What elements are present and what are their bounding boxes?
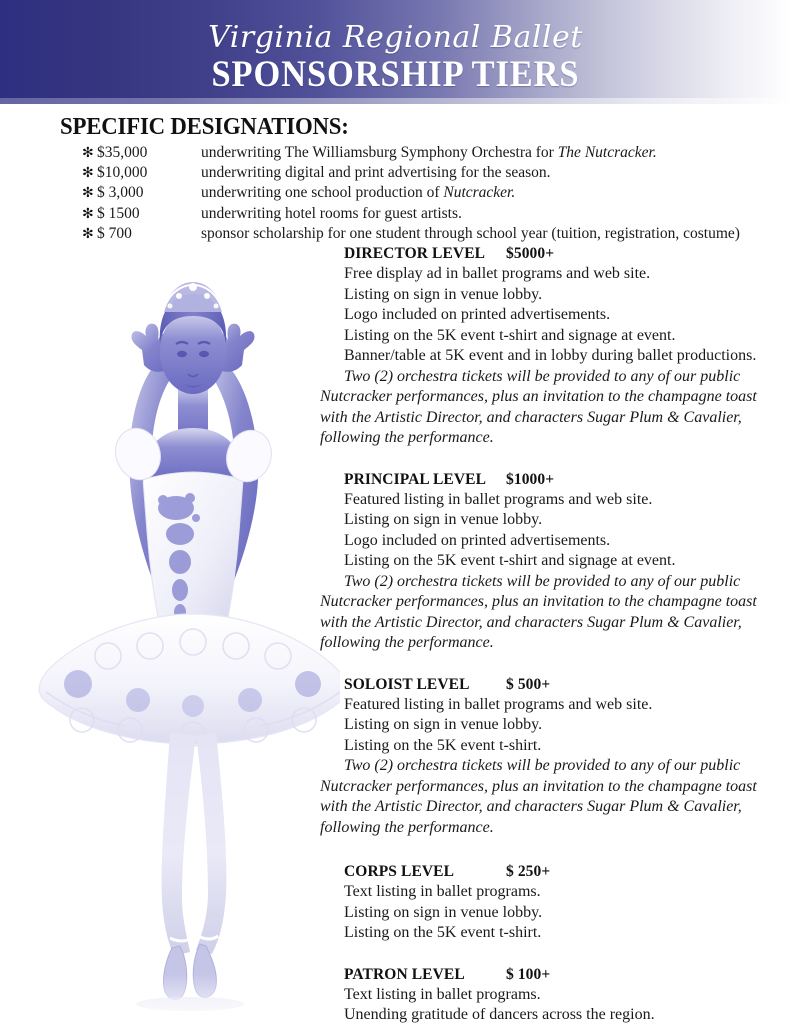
tier-name: CORPS LEVEL xyxy=(344,863,455,880)
designation-amount: $10,000 xyxy=(97,164,148,182)
designation-row xyxy=(82,143,760,163)
tier-benefit: Listing on the 5K event t-shirt. xyxy=(344,736,542,754)
snowflake-bullet-icon: ✻ xyxy=(82,206,94,222)
tier-spacer xyxy=(344,654,774,674)
ballerina-photo xyxy=(30,232,340,1024)
designation-description xyxy=(201,143,657,162)
designation-description xyxy=(201,163,551,182)
tier-benefit: Listing on sign in venue lobby. xyxy=(344,716,543,733)
tier-name: PRINCIPAL LEVEL xyxy=(344,470,487,488)
tier-price: $ 100+ xyxy=(506,965,551,983)
tier-spacer xyxy=(344,944,774,964)
designations-list xyxy=(60,143,760,244)
ballerina-left-leg xyxy=(162,732,196,956)
designation-amount: $ 1500 xyxy=(97,204,140,222)
tier-heading xyxy=(344,469,774,490)
designation-description-text: underwriting digital and print advertising for the season. xyxy=(201,164,551,182)
tier-benefit: Text listing in ballet programs. xyxy=(344,985,541,1003)
header-text-block xyxy=(0,0,791,95)
tier-block xyxy=(320,243,774,449)
tier-benefit: Listing on sign in venue lobby. xyxy=(344,511,543,528)
tier-name: SOLOIST LEVEL xyxy=(344,675,470,693)
designation-description xyxy=(201,204,462,223)
tier-heading xyxy=(344,243,774,264)
page-title: SPONSORSHIP TIERS xyxy=(211,54,580,95)
tier-benefit: Listing on the 5K event t-shirt and signage at event. xyxy=(344,326,676,344)
designation-description-title: The Nutcracker. xyxy=(557,144,657,161)
tier-price: $5000+ xyxy=(506,245,555,262)
tier-benefit: Text listing in ballet programs. xyxy=(344,883,541,900)
tier-heading xyxy=(344,964,774,985)
tier-benefit: Listing on sign in venue lobby. xyxy=(344,285,543,303)
tier-benefit: Featured listing in ballet programs and web site. xyxy=(344,490,653,508)
tier-spacer xyxy=(344,838,774,861)
tier-heading xyxy=(344,861,774,882)
snowflake-bullet-icon: ✻ xyxy=(82,146,94,161)
tier-note: Two (2) orchestra tickets will be provided to any of our public Nutcracker performances, plus an invitation to the champagne toast with the Artistic Director, and characters Sugar Plum & Cavalier, following the performance. xyxy=(320,572,757,651)
designation-description-title: Nutcracker. xyxy=(443,184,516,202)
brand-name: Virginia Regional Ballet xyxy=(208,20,583,55)
tier-block xyxy=(344,861,774,944)
tier-benefit: Listing on the 5K event t-shirt and signage at event. xyxy=(344,552,676,569)
designation-row xyxy=(82,163,760,183)
designation-amount: $35,000 xyxy=(97,144,148,161)
snowflake-bullet-icon: ✻ xyxy=(82,166,94,182)
image-bottom-fade xyxy=(30,974,340,1024)
designation-amount: $ 3,000 xyxy=(97,184,144,202)
designation-description-text: underwriting hotel rooms for guest artists. xyxy=(201,204,462,222)
tier-name: PATRON LEVEL xyxy=(344,965,465,983)
tier-price: $1000+ xyxy=(506,470,555,488)
tier-benefit: Banner/table at 5K event and in lobby during ballet productions. xyxy=(344,347,757,364)
ballerina-right-leg xyxy=(196,732,226,954)
designation-row xyxy=(82,204,760,224)
designation-description-text: sponsor scholarship for one student through school year (tuition, registration, costume) xyxy=(201,224,740,242)
tier-spacer xyxy=(344,449,774,469)
tier-price: $ 250+ xyxy=(506,863,551,880)
tier-block xyxy=(320,469,774,654)
designation-description-text: underwriting The Williamsburg Symphony Orchestra for xyxy=(201,144,558,161)
tier-benefit: Logo included on printed advertisements. xyxy=(344,306,611,323)
header-underline-rule xyxy=(0,98,791,104)
designation-row xyxy=(82,183,760,203)
tier-benefit: Featured listing in ballet programs and web site. xyxy=(344,695,653,713)
tier-price: $ 500+ xyxy=(506,675,551,693)
section-heading: SPECIFIC DESIGNATIONS: xyxy=(60,114,349,140)
ballerina-tiara xyxy=(163,282,223,312)
designation-description xyxy=(201,183,515,202)
designation-amount: $ 700 xyxy=(97,224,132,242)
tier-block xyxy=(320,674,774,839)
tier-block xyxy=(344,964,774,1026)
tier-benefit: Logo included on printed advertisements. xyxy=(344,531,611,549)
specific-designations-section xyxy=(60,114,760,244)
designation-description-text: underwriting one school production of xyxy=(201,184,444,202)
tier-benefit: Listing on the 5K event t-shirt. xyxy=(344,924,542,941)
snowflake-bullet-icon: ✻ xyxy=(82,226,94,242)
tier-benefit: Free display ad in ballet programs and web site. xyxy=(344,265,651,282)
tier-note: Two (2) orchestra tickets will be provided to any of our public Nutcracker performances, plus an invitation to the champagne toast with the Artistic Director, and characters Sugar Plum & Cavalier, following the performance. xyxy=(320,367,757,446)
tier-benefit: Unending gratitude of dancers across the region. xyxy=(344,1006,655,1023)
tier-note: Two (2) orchestra tickets will be provided to any of our public Nutcracker performances, plus an invitation to the champagne toast with the Artistic Director, and characters Sugar Plum & Cavalier, following the performance. xyxy=(320,757,757,836)
tier-heading xyxy=(344,674,774,695)
tier-name: DIRECTOR LEVEL xyxy=(344,245,486,262)
tier-benefit: Listing on sign in venue lobby. xyxy=(344,903,543,921)
sponsorship-tiers-list xyxy=(320,243,774,1026)
snowflake-bullet-icon: ✻ xyxy=(82,186,94,202)
